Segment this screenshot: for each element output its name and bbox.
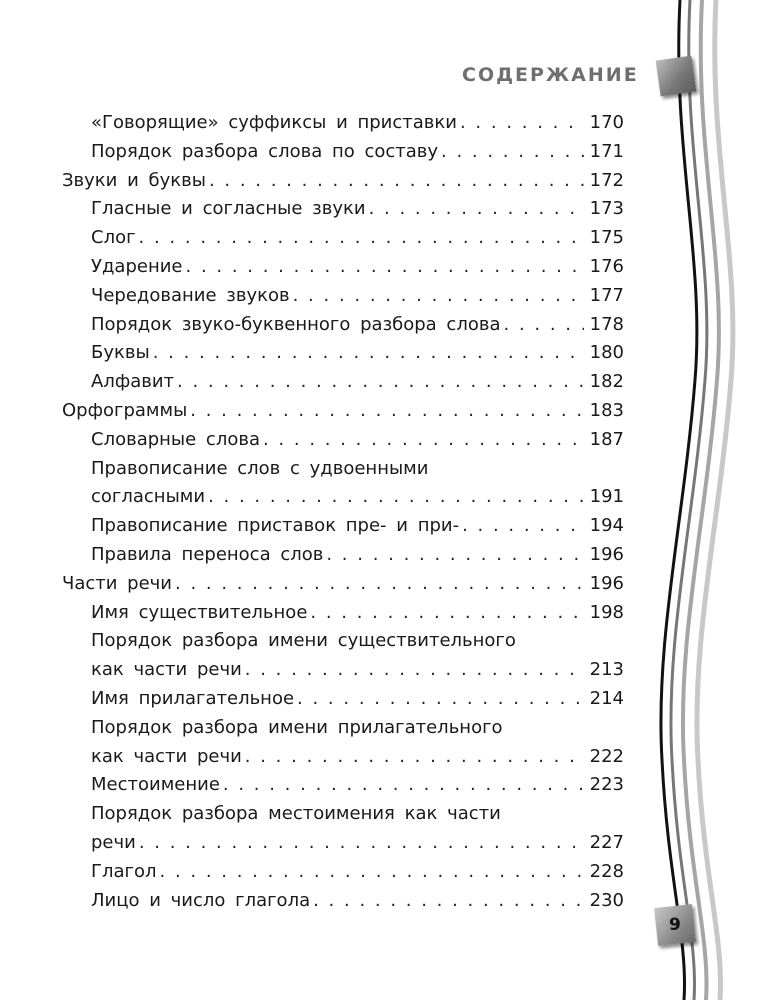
toc-entry-page: 175	[589, 227, 624, 249]
toc-entry-title: Звуки и буквы	[62, 169, 206, 191]
toc-entry	[91, 771, 624, 799]
toc-entry-page: 180	[589, 342, 624, 364]
toc-entry	[62, 570, 624, 598]
toc-entry	[91, 858, 624, 886]
toc-entry	[91, 195, 624, 223]
toc-entry-title: Имя прилагательное	[91, 688, 295, 709]
toc-entry-page: 172	[589, 169, 624, 191]
toc-entry	[91, 224, 624, 252]
toc-dot-leader	[153, 339, 584, 367]
toc-entry	[62, 397, 624, 425]
toc-entry-page: 230	[589, 889, 624, 911]
toc-entry-title: как части речи	[91, 659, 242, 681]
toc-entry-title: Орфограммы	[62, 400, 188, 421]
toc-entry-page: 214	[589, 688, 624, 709]
toc-entry	[91, 541, 624, 569]
toc-entry-title: Порядок разбора имени существительного	[91, 630, 516, 652]
toc-entry	[91, 714, 624, 742]
toc-entry	[91, 311, 624, 339]
toc-entry	[91, 253, 624, 281]
toc-entry-page: 213	[589, 659, 624, 681]
toc-entry	[91, 483, 624, 511]
toc-entry-page: 178	[589, 313, 624, 335]
toc-entry	[91, 887, 624, 915]
toc-entry	[91, 800, 624, 828]
toc-entry-title: Порядок звуко-буквенного разбора слова	[91, 313, 501, 335]
toc-entry-page: 228	[589, 860, 624, 882]
toc-entry-page: 196	[589, 572, 624, 594]
toc-dot-leader	[504, 311, 584, 339]
toc-entry-page: 223	[589, 774, 624, 796]
toc-entry-title: Правила переноса слов	[91, 544, 324, 565]
toc-entry-title: Алфавит	[91, 371, 175, 393]
toc-entry-page: 176	[589, 256, 624, 277]
toc-entry-title: Глагол	[91, 860, 157, 882]
toc-entry-title: Словарные слова	[91, 428, 260, 450]
toc-dot-leader	[460, 109, 584, 137]
toc-entry	[91, 627, 624, 655]
toc-entry-title: Порядок разбора слова по составу	[91, 140, 439, 162]
toc-entry-title: Чередование звуков	[91, 284, 290, 306]
toc-entry-page: 222	[589, 745, 624, 767]
toc-dot-leader	[139, 224, 584, 252]
toc-entry	[91, 455, 624, 483]
toc-entry-page: 198	[589, 601, 624, 623]
toc-entry-title: Порядок разбора местоимения как части	[91, 803, 501, 825]
toc-dot-leader	[245, 656, 584, 684]
toc-dot-leader	[293, 282, 584, 310]
toc-entry	[91, 512, 624, 540]
toc-dot-leader	[462, 512, 584, 540]
toc-dot-leader	[441, 138, 584, 166]
toc-dot-leader	[313, 887, 584, 915]
toc-entry-title: Порядок разбора имени прилагательного	[91, 716, 503, 738]
toc-entry-title: Гласные и согласные звуки	[91, 198, 366, 220]
toc-dot-leader	[160, 858, 584, 886]
toc-entry-page: 182	[589, 371, 624, 393]
toc-dot-leader	[177, 368, 584, 396]
toc-entry-title: Части речи	[62, 572, 173, 594]
toc-entry	[91, 109, 624, 137]
toc-dot-leader	[310, 599, 583, 627]
toc-dot-leader	[326, 541, 583, 569]
toc-dot-leader	[223, 771, 584, 799]
toc-entry-title: как части речи	[91, 745, 242, 767]
toc-entry-title: Правописание приставок пре- и при-	[91, 515, 460, 537]
section-title: СОДЕРЖАНИЕ	[462, 64, 639, 86]
toc-entry	[91, 138, 624, 166]
toc-entry-title: Лицо и число глагола	[91, 889, 311, 911]
toc-entry-page: 191	[589, 486, 624, 508]
toc-entry-page: 196	[589, 544, 624, 565]
toc-entry-title: Правописание слов с удвоенными	[91, 457, 429, 479]
toc-entry-title: речи	[91, 832, 136, 853]
toc-entry-title: согласными	[91, 486, 206, 508]
page-number: 9	[669, 915, 681, 935]
toc-dot-leader	[263, 426, 584, 454]
toc-entry	[91, 599, 624, 627]
toc-dot-leader	[186, 253, 584, 281]
toc-entry-page: 183	[589, 400, 624, 421]
toc-entry-title: Ударение	[91, 256, 183, 277]
toc-dot-leader	[190, 397, 583, 425]
header-decoration-square	[656, 56, 697, 97]
toc-entry-page: 177	[589, 284, 624, 306]
toc-dot-leader	[175, 570, 584, 598]
toc-entry	[91, 426, 624, 454]
toc-dot-leader	[369, 195, 584, 223]
toc-entry	[91, 743, 624, 771]
toc-entry-title: Буквы	[91, 342, 150, 364]
toc-entry-page: 173	[589, 198, 624, 220]
toc-entry	[62, 167, 624, 195]
toc-dot-leader	[139, 829, 584, 857]
toc-entry-page: 227	[589, 832, 624, 853]
toc-entry-title: Имя существительное	[91, 601, 308, 623]
toc-entry	[91, 339, 624, 367]
toc-entry-title: «Говорящие» суффиксы и приставки	[91, 112, 457, 133]
toc-entry	[91, 282, 624, 310]
toc-dot-leader	[297, 685, 584, 713]
toc-entry-page: 171	[589, 140, 624, 162]
toc-entry	[91, 656, 624, 684]
toc-entry-page: 170	[589, 112, 624, 133]
toc-entry	[91, 829, 624, 857]
page-number-badge	[654, 904, 696, 946]
toc-entry-page: 194	[589, 515, 624, 537]
toc-dot-leader	[245, 743, 584, 771]
toc-dot-leader	[208, 483, 584, 511]
toc-entry-title: Слог	[91, 227, 136, 249]
toc-entry	[91, 368, 624, 396]
toc-dot-leader	[209, 167, 584, 195]
toc-entry-title: Местоимение	[91, 774, 220, 796]
toc-entry	[91, 685, 624, 713]
toc-entry-page: 187	[589, 428, 624, 450]
